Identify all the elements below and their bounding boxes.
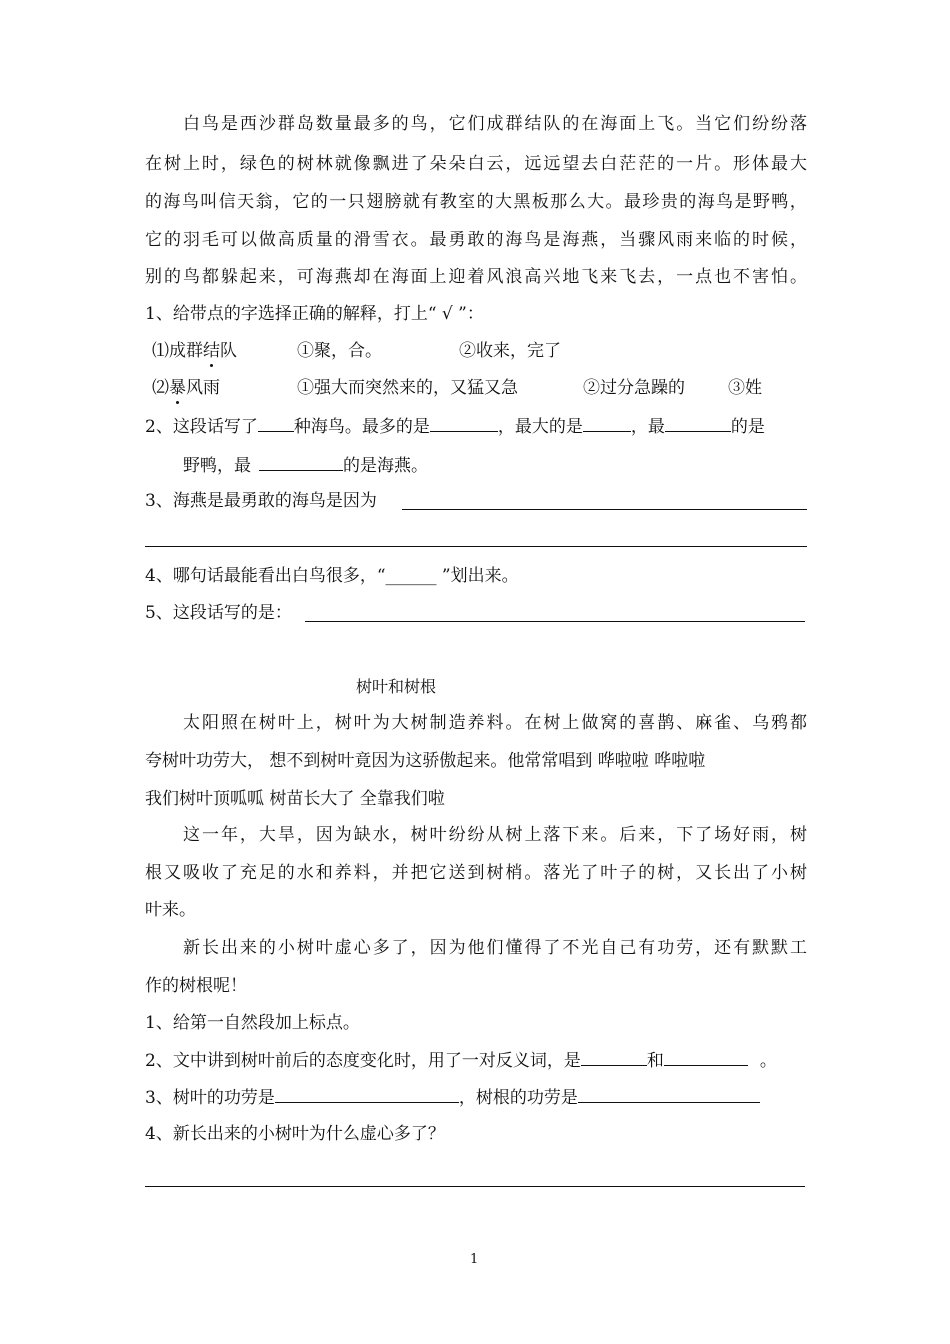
dotted-char-bao: 暴 [169, 378, 186, 398]
question-5: 5、这段话写的是： [145, 603, 292, 623]
answer-blank[interactable] [430, 413, 498, 432]
option-2-1[interactable]: ①强大而突然来的，又猛又急 [297, 378, 518, 398]
question-1-item-1: ⑴成群结队 [152, 341, 237, 361]
answer-line[interactable] [402, 509, 807, 510]
passage1-line-3: 的 海 鸟 叫 信 天 翁 ， 它 的 一 只 翅 膀 就 有 教 室 的 大 黑 板 那 么 大 。 最 珍 贵 的 海 鸟 是 野 鸭 ， [145, 192, 807, 212]
passage2-p1-line-1: 太 阳 照 在 树 叶 上 ， 树 叶 为 大 树 制 造 养 料 。 在 树 上 做 窝 的 喜 鹊 、 麻 雀 、 乌 鸦 都 [183, 713, 807, 733]
answer-line[interactable] [145, 1186, 805, 1187]
question2-3: 3、树叶的功劳是 ，树根的功劳是 [145, 1084, 760, 1110]
option-2-3[interactable]: ③姓 [728, 378, 762, 398]
answer-blank[interactable] [583, 413, 631, 432]
answer-line[interactable] [145, 546, 807, 547]
answer-blank[interactable] [581, 1047, 647, 1066]
answer-blank[interactable] [275, 1084, 459, 1103]
option-2-2[interactable]: ②过分急躁的 [583, 378, 685, 398]
passage1-line-4: 它 的 羽 毛 可 以 做 高 质 量 的 滑 雪 衣 。 最 勇 敢 的 海 鸟 是 海 燕 ， 当 骤 风 雨 来 临 的 时 候 ， [145, 230, 807, 250]
page-number: 1 [470, 1252, 479, 1267]
answer-blank[interactable] [258, 413, 294, 432]
passage2-p2-line-1: 这 一 年 ， 大 旱 ， 因 为 缺 水 ， 树 叶 纷 纷 从 树 上 落 下 来 。 后 来 ， 下 了 场 好 雨 ， 树 [183, 825, 807, 845]
question-2-line-1: 2、这段话写了 种海鸟。最多的是 ，最大的是 ，最 的是 [145, 413, 765, 439]
question2-1: 1、给第一自然段加上标点。 [145, 1013, 360, 1033]
passage2-p3-line-1: 新 长 出 来 的 小 树 叶 虚 心 多 了 ， 因 为 他 们 懂 得 了 不 光 自 己 有 功 劳 ， 还 有 默 默 工 [183, 938, 807, 958]
passage2-p2-line-3: 叶来。 [145, 900, 196, 920]
dotted-char-jie: 结 [203, 341, 220, 361]
question-4: 4、哪句话最能看出白鸟很多，“______ ”划出来。 [145, 566, 519, 586]
passage2-p2-line-2: 根 又 吸 收 了 充 足 的 水 和 养 料 ， 并 把 它 送 到 树 梢 。 落 光 了 叶 子 的 树 ， 又 长 出 了 小 树 [145, 863, 807, 883]
answer-line[interactable] [305, 621, 805, 622]
passage2-p3-line-2: 作的树根呢！ [145, 976, 247, 996]
answer-blank[interactable] [664, 1047, 748, 1066]
passage2-p1-line-2: 夸树叶功劳大， 想不到树叶竟因为这骄傲起来。他常常唱到 哗啦啦 哗啦啦 [145, 751, 706, 771]
passage2-p1-line-3: 我们树叶顶呱呱 树苗长大了 全靠我们啦 [145, 789, 445, 809]
question2-2: 2、文中讲到树叶前后的态度变化时，用了一对反义词，是 和 。 [145, 1047, 777, 1073]
answer-blank[interactable] [665, 413, 731, 432]
passage-title: 树叶和树根 [356, 677, 437, 696]
question-1-item-2: ⑵暴风雨 [152, 378, 220, 398]
question2-4: 4、新长出来的小树叶为什么虚心多了？ [145, 1124, 445, 1144]
passage1-line-5: 别 的 鸟 都 躲 起 来 ， 可 海 燕 却 在 海 面 上 迎 着 风 浪 高 兴 地 飞 来 飞 去 ， 一 点 也 不 害 怕 。 [145, 267, 807, 287]
option-1-1[interactable]: ①聚，合。 [297, 341, 382, 361]
answer-blank[interactable] [259, 452, 343, 471]
passage1-line-2: 在 树 上 时 ， 绿 色 的 树 林 就 像 飘 进 了 朵 朵 白 云 ， 远 远 望 去 白 茫 茫 的 一 片 。 形 体 最 大 [145, 154, 807, 174]
option-1-2[interactable]: ②收来，完了 [459, 341, 561, 361]
question-2-line-2: 野鸭，最 的是海燕。 [183, 452, 428, 478]
question-3: 3、海燕是最勇敢的海鸟是因为 [145, 491, 377, 511]
question-1: 1、给带点的字选择正确的解释，打上“ √ ”： [145, 304, 484, 324]
answer-blank[interactable] [578, 1084, 760, 1103]
passage1-line-1: 白 鸟 是 西 沙 群 岛 数 量 最 多 的 鸟 ， 它 们 成 群 结 队 的 在 海 面 上 飞 。 当 它 们 纷 纷 落 [183, 114, 807, 134]
